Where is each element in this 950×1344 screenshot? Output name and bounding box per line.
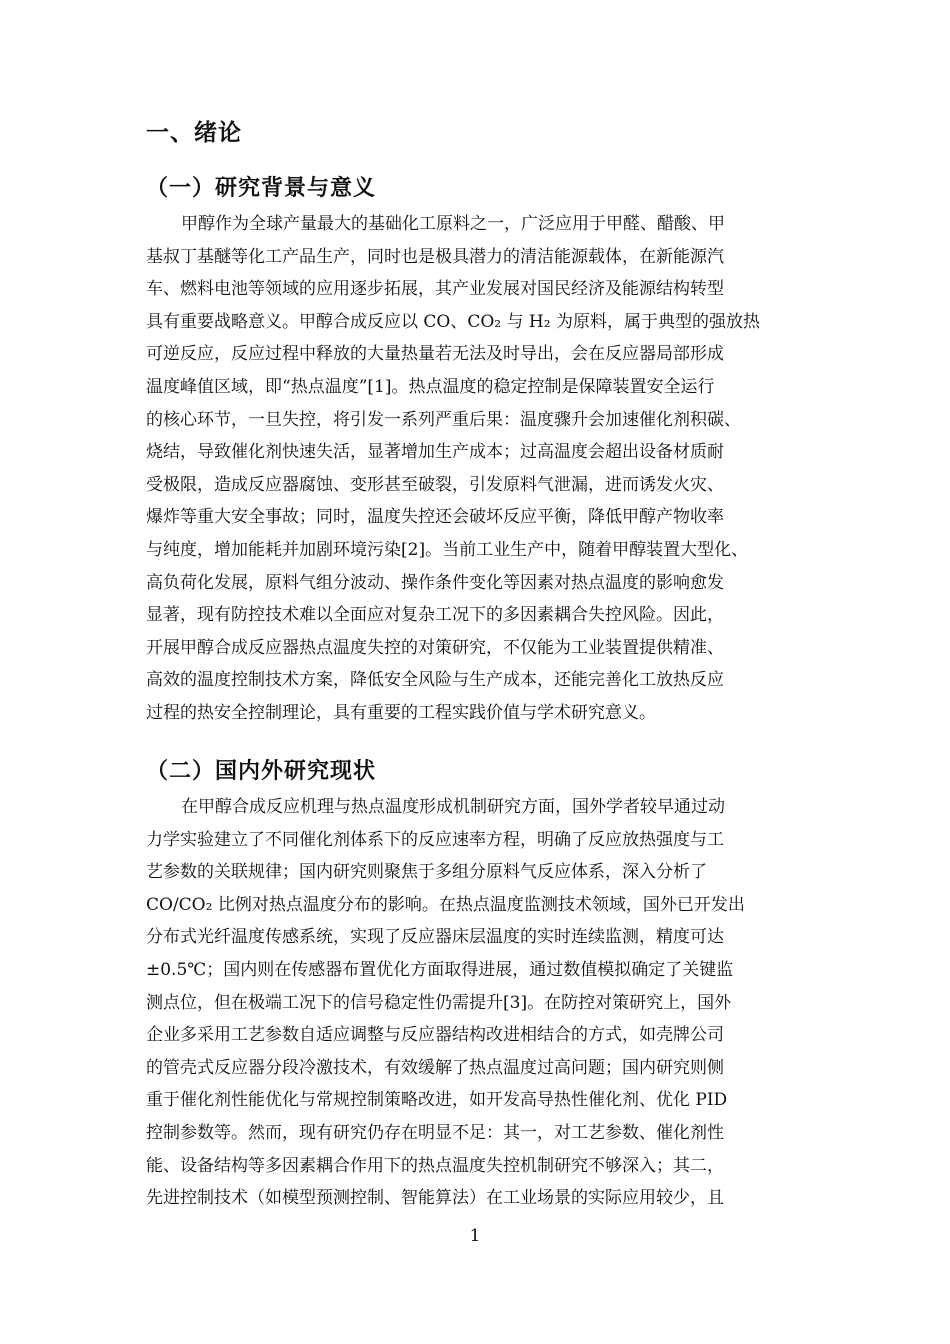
paragraph-background xyxy=(146,208,806,730)
text-line: 企业多采用工艺参数自适应调整与反应器结构改进相结合的方式，如壳牌公司 xyxy=(146,1025,724,1046)
text-line: 爆炸等重大安全事故；同时，温度失控还会破坏反应平衡，降低甲醇产物收率 xyxy=(146,507,724,528)
section-heading-research-status: （二）国内外研究现状 xyxy=(146,759,377,784)
text-line: 先进控制技术（如模型预测控制、智能算法）在工业场景的实际应用较少，且 xyxy=(146,1188,724,1209)
text-line: 高负荷化发展，原料气组分波动、操作条件变化等因素对热点温度的影响愈发 xyxy=(146,572,724,593)
text-line: 显著，现有防控技术难以全面应对复杂工况下的多因素耦合失控风险。因此， xyxy=(146,605,724,626)
text-line: 开展甲醇合成反应器热点温度失控的对策研究，不仅能为工业装置提供精准、 xyxy=(146,637,724,658)
text-line: 甲醇作为全球产量最大的基础化工原料之一，广泛应用于甲醛、醋酸、甲 xyxy=(181,214,725,234)
text-line: 烧结，导致催化剂快速失活，显著增加生产成本；过高温度会超出设备材质耐 xyxy=(146,442,724,463)
text-line: 的管壳式反应器分段冷激技术，有效缓解了热点温度过高问题；国内研究则侧 xyxy=(146,1057,724,1078)
text-line: 能、设备结构等多因素耦合作用下的热点温度失控机制研究不够深入；其二， xyxy=(146,1155,724,1176)
text-line: CO/CO₂ 比例对热点温度分布的影响。在热点温度监测技术领域，国外已开发出 xyxy=(146,894,745,915)
text-line: ±0.5℃；国内则在传感器布置优化方面取得进展，通过数值模拟确定了关键监 xyxy=(146,959,734,980)
text-line: 具有重要战略意义。甲醇合成反应以 CO、CO₂ 与 H₂ 为原料，属于典型的强放热 xyxy=(146,311,760,332)
text-line: 可逆反应，反应过程中释放的大量热量若无法及时导出，会在反应器局部形成 xyxy=(146,344,724,365)
section-heading-background: （一）研究背景与意义 xyxy=(146,176,377,201)
page-number: 1 xyxy=(469,1226,481,1246)
paragraph-research-status xyxy=(146,791,806,1215)
text-line: 测点位，但在极端工况下的信号稳定性仍需提升[3]。在防控对策研究上，国外 xyxy=(146,992,732,1013)
text-line: 控制参数等。然而，现有研究仍存在明显不足：其一，对工艺参数、催化剂性 xyxy=(146,1122,724,1143)
text-line: 重于催化剂性能优化与常规控制策略改进，如开发高导热性催化剂、优化 PID xyxy=(146,1090,728,1111)
text-line: 在甲醇合成反应机理与热点温度形成机制研究方面，国外学者较早通过动 xyxy=(181,797,725,817)
text-line: 分布式光纤温度传感系统，实现了反应器床层温度的实时连续监测，精度可达 xyxy=(146,927,724,948)
text-line: 过程的热安全控制理论，具有重要的工程实践价值与学术研究意义。 xyxy=(146,702,656,723)
chapter-heading: 一、绪论 xyxy=(146,120,242,146)
text-line: 艺参数的关联规律；国内研究则聚焦于多组分原料气反应体系，深入分析了 xyxy=(146,862,707,883)
text-line: 的核心环节，一旦失控，将引发一系列严重后果：温度骤升会加速催化剂积碳、 xyxy=(146,409,741,430)
text-line: 受极限，造成反应器腐蚀、变形甚至破裂，引发原料气泄漏，进而诱发火灾、 xyxy=(146,474,724,495)
text-line: 基叔丁基醚等化工产品生产，同时也是极具潜力的清洁能源载体，在新能源汽 xyxy=(146,246,724,267)
text-line: 温度峰值区域，即“热点温度”[1]。热点温度的稳定控制是保障装置安全运行 xyxy=(146,376,715,397)
text-line: 高效的温度控制技术方案，降低安全风险与生产成本，还能完善化工放热反应 xyxy=(146,670,724,691)
text-line: 力学实验建立了不同催化剂体系下的反应速率方程，明确了反应放热强度与工 xyxy=(146,829,724,850)
text-line: 与纯度，增加能耗并加剧环境污染[2]。当前工业生产中，随着甲醇装置大型化、 xyxy=(146,539,749,560)
text-line: 车、燃料电池等领域的应用逐步拓展，其产业发展对国民经济及能源结构转型 xyxy=(146,279,724,300)
